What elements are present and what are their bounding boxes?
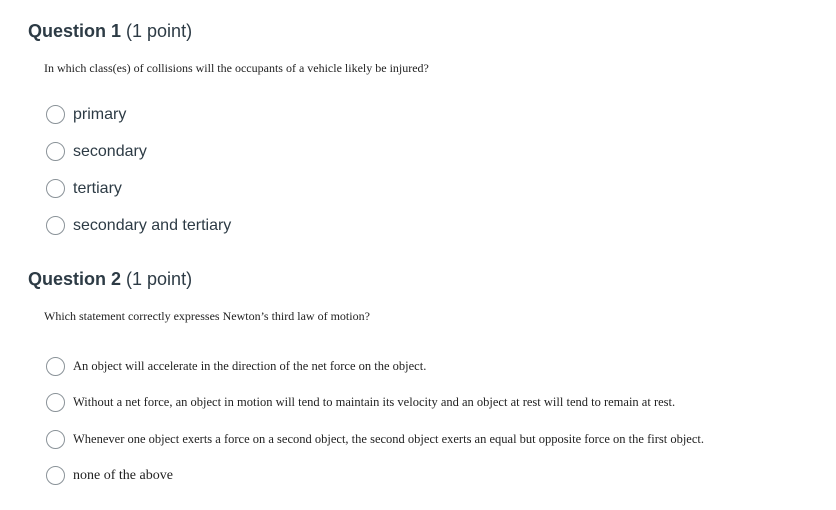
question-2-options	[46, 348, 704, 494]
option-label: secondary and tertiary	[73, 216, 232, 234]
question-1-header	[28, 18, 429, 44]
question-2-header	[28, 266, 704, 292]
radio-button[interactable]	[46, 357, 65, 376]
question-1-text: In which class(es) of collisions will the occupants of a vehicle likely be injured?	[44, 61, 429, 75]
option-label: secondary	[73, 142, 147, 160]
question-1-option-secondary-and-tertiary[interactable]	[46, 207, 429, 244]
radio-button[interactable]	[46, 393, 65, 412]
question-1-option-primary[interactable]	[46, 96, 429, 133]
question-2-points: (1 point)	[126, 269, 193, 289]
radio-button[interactable]	[46, 179, 65, 198]
question-1-title: Question 1	[28, 21, 122, 41]
radio-button[interactable]	[46, 216, 65, 235]
radio-button[interactable]	[46, 430, 65, 449]
option-label: primary	[73, 105, 127, 123]
radio-button[interactable]	[46, 466, 65, 485]
question-2-option-a[interactable]	[46, 348, 704, 385]
question-2-option-d[interactable]	[46, 458, 704, 495]
question-1	[28, 18, 429, 244]
question-1-options	[46, 96, 429, 244]
question-1-points: (1 point)	[126, 21, 193, 41]
question-1-option-tertiary[interactable]	[46, 170, 429, 207]
question-2	[28, 266, 704, 494]
radio-button[interactable]	[46, 142, 65, 161]
option-label: Without a net force, an object in motion will tend to maintain its velocity and an object at rest will tend to remain at rest.	[73, 395, 676, 410]
question-2-text: Which statement correctly expresses Newton’s third law of motion?	[44, 309, 370, 323]
question-1-option-secondary[interactable]	[46, 133, 429, 170]
option-label: tertiary	[73, 179, 122, 197]
option-label: An object will accelerate in the direction of the net force on the object.	[73, 358, 427, 373]
option-label: none of the above	[73, 467, 173, 483]
question-2-title: Question 2	[28, 269, 122, 289]
question-2-option-b[interactable]	[46, 385, 704, 422]
radio-button[interactable]	[46, 105, 65, 124]
question-2-option-c[interactable]	[46, 421, 704, 458]
option-label: Whenever one object exerts a force on a second object, the second object exerts an equal but opposite force on the first object.	[73, 431, 704, 446]
